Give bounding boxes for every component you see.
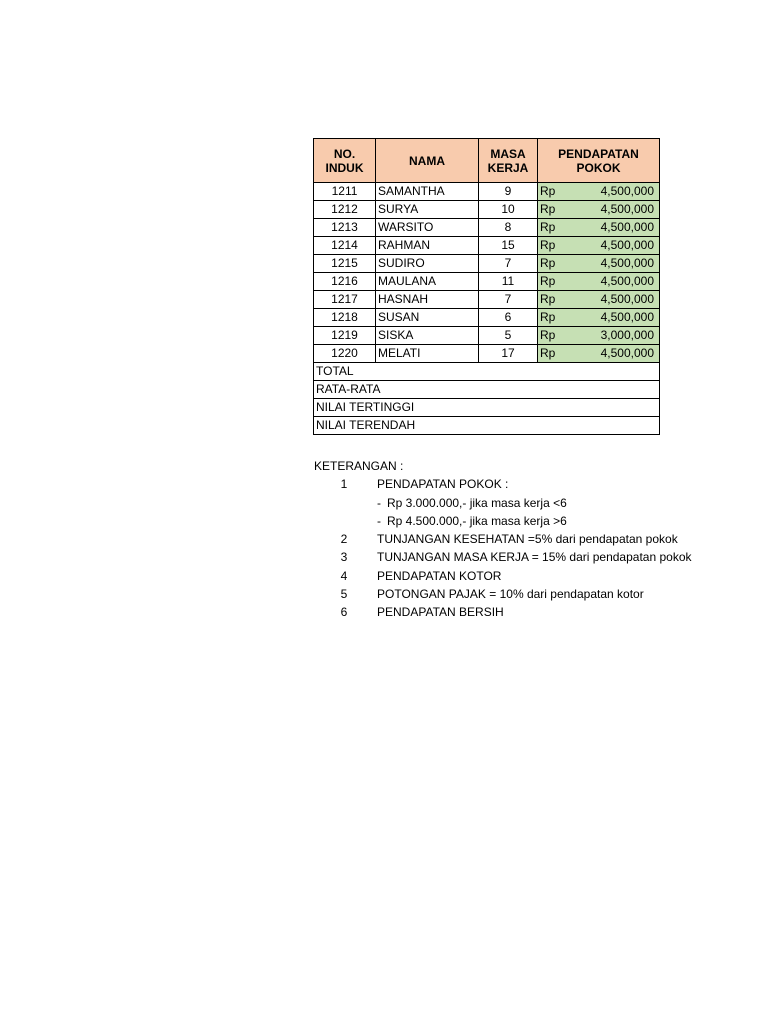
nama-cell[interactable]: SUSAN xyxy=(376,309,479,327)
summary-body xyxy=(314,363,660,435)
keterangan-item-text[interactable]: TUNJANGAN KESEHATAN =5% dari pendapatan pokok xyxy=(377,532,678,547)
nama-cell[interactable]: RAHMAN xyxy=(376,237,479,255)
keterangan-item-text[interactable]: POTONGAN PAJAK = 10% dari pendapatan kotor xyxy=(377,587,644,602)
header-row xyxy=(314,139,660,183)
pendapatan-pokok-cell[interactable] xyxy=(538,237,660,255)
masa-kerja-cell[interactable]: 11 xyxy=(479,273,538,291)
pendapatan-pokok-cell[interactable] xyxy=(538,291,660,309)
keterangan-subitem-text: Rp 4.500.000,- jika masa kerja >6 xyxy=(387,513,567,528)
salary-table xyxy=(313,138,660,435)
table-row xyxy=(314,327,660,345)
keterangan-item-text[interactable]: PENDAPATAN KOTOR xyxy=(377,568,502,583)
nama-cell[interactable]: SURYA xyxy=(376,201,479,219)
keterangan-item-number[interactable]: 4 xyxy=(340,568,348,583)
amount-value: 4,500,000 xyxy=(600,220,654,234)
amount-value: 4,500,000 xyxy=(600,256,654,270)
table-row xyxy=(314,291,660,309)
keterangan-subitem-text: Rp 3.000.000,- jika masa kerja <6 xyxy=(387,495,567,510)
no-induk-cell[interactable]: 1213 xyxy=(314,219,376,237)
keterangan-item xyxy=(314,603,768,621)
no-induk-cell[interactable]: 1218 xyxy=(314,309,376,327)
table-row xyxy=(314,255,660,273)
keterangan-item xyxy=(314,585,768,603)
nama-cell[interactable]: MAULANA xyxy=(376,273,479,291)
keterangan-item-text[interactable]: PENDAPATAN BERSIH xyxy=(377,605,504,620)
no-induk-cell[interactable]: 1219 xyxy=(314,327,376,345)
keterangan-subitem xyxy=(314,494,768,512)
amount-value: 4,500,000 xyxy=(600,346,654,360)
summary-row-terendah xyxy=(314,417,660,435)
keterangan-item-text[interactable]: TUNJANGAN MASA KERJA = 15% dari pendapatan pokok xyxy=(377,550,692,565)
header-nama[interactable]: NAMA xyxy=(376,139,479,183)
amount-value: 4,500,000 xyxy=(600,238,654,252)
currency-label: Rp xyxy=(540,202,556,216)
masa-kerja-cell[interactable]: 7 xyxy=(479,291,538,309)
pendapatan-pokok-cell[interactable] xyxy=(538,201,660,219)
bullet-dash-icon: - xyxy=(377,495,381,510)
currency-label: Rp xyxy=(540,310,556,324)
header-pendapatan-pokok[interactable]: PENDAPATAN POKOK xyxy=(538,139,660,183)
keterangan-section xyxy=(314,457,768,622)
table-row xyxy=(314,201,660,219)
table-row xyxy=(314,183,660,201)
keterangan-item-number[interactable]: 3 xyxy=(340,550,348,565)
pendapatan-pokok-cell[interactable] xyxy=(538,309,660,327)
nama-cell[interactable]: SISKA xyxy=(376,327,479,345)
summary-row-tertinggi xyxy=(314,399,660,417)
currency-label: Rp xyxy=(540,256,556,270)
masa-kerja-cell[interactable]: 10 xyxy=(479,201,538,219)
keterangan-item-text[interactable]: PENDAPATAN POKOK : xyxy=(377,477,509,492)
masa-kerja-cell[interactable]: 17 xyxy=(479,345,538,363)
masa-kerja-cell[interactable]: 9 xyxy=(479,183,538,201)
keterangan-list xyxy=(314,475,768,621)
keterangan-item-number[interactable]: 2 xyxy=(340,532,348,547)
nama-cell[interactable]: HASNAH xyxy=(376,291,479,309)
header-no-induk[interactable]: NO. INDUK xyxy=(314,139,376,183)
currency-label: Rp xyxy=(540,184,556,198)
nilai-terendah-label[interactable]: NILAI TERENDAH xyxy=(314,417,660,435)
amount-value: 4,500,000 xyxy=(600,292,654,306)
keterangan-title[interactable]: KETERANGAN : xyxy=(314,459,404,473)
pendapatan-pokok-cell[interactable] xyxy=(538,219,660,237)
header-masa-kerja[interactable]: MASA KERJA xyxy=(479,139,538,183)
currency-label: Rp xyxy=(540,346,556,360)
summary-row-total xyxy=(314,363,660,381)
currency-label: Rp xyxy=(540,328,556,342)
masa-kerja-cell[interactable]: 15 xyxy=(479,237,538,255)
nilai-tertinggi-label[interactable]: NILAI TERTINGGI xyxy=(314,399,660,417)
no-induk-cell[interactable]: 1215 xyxy=(314,255,376,273)
amount-value: 4,500,000 xyxy=(600,184,654,198)
masa-kerja-cell[interactable]: 5 xyxy=(479,327,538,345)
table-row xyxy=(314,273,660,291)
keterangan-subitem-wrapper[interactable] xyxy=(377,494,567,512)
nama-cell[interactable]: SAMANTHA xyxy=(376,183,479,201)
nama-cell[interactable]: WARSITO xyxy=(376,219,479,237)
amount-value: 4,500,000 xyxy=(600,202,654,216)
keterangan-item xyxy=(314,567,768,585)
no-induk-cell[interactable]: 1212 xyxy=(314,201,376,219)
bullet-dash-icon: - xyxy=(377,513,381,528)
currency-label: Rp xyxy=(540,274,556,288)
pendapatan-pokok-cell[interactable] xyxy=(538,183,660,201)
no-induk-cell[interactable]: 1220 xyxy=(314,345,376,363)
keterangan-title-row xyxy=(314,457,768,475)
amount-value: 4,500,000 xyxy=(600,274,654,288)
summary-row-rata-rata xyxy=(314,381,660,399)
nama-cell[interactable]: MELATI xyxy=(376,345,479,363)
currency-label: Rp xyxy=(540,238,556,252)
keterangan-item-number[interactable]: 6 xyxy=(340,605,348,620)
no-induk-cell[interactable]: 1217 xyxy=(314,291,376,309)
keterangan-item xyxy=(314,548,768,566)
keterangan-item-number[interactable]: 5 xyxy=(340,587,348,602)
amount-value: 3,000,000 xyxy=(600,328,654,342)
masa-kerja-cell[interactable]: 8 xyxy=(479,219,538,237)
no-induk-cell[interactable]: 1211 xyxy=(314,183,376,201)
pendapatan-pokok-cell[interactable] xyxy=(538,255,660,273)
table-row xyxy=(314,309,660,327)
table-row xyxy=(314,219,660,237)
keterangan-item-number[interactable]: 1 xyxy=(340,477,348,492)
currency-label: Rp xyxy=(540,220,556,234)
masa-kerja-cell[interactable]: 6 xyxy=(479,309,538,327)
table-row xyxy=(314,237,660,255)
no-induk-cell[interactable]: 1214 xyxy=(314,237,376,255)
total-label[interactable]: TOTAL xyxy=(314,363,660,381)
pendapatan-pokok-cell[interactable] xyxy=(538,273,660,291)
pendapatan-pokok-cell[interactable] xyxy=(538,327,660,345)
pendapatan-pokok-cell[interactable] xyxy=(538,345,660,363)
amount-value: 4,500,000 xyxy=(600,310,654,324)
keterangan-subitem-wrapper[interactable] xyxy=(377,512,567,530)
nama-cell[interactable]: SUDIRO xyxy=(376,255,479,273)
no-induk-cell[interactable]: 1216 xyxy=(314,273,376,291)
keterangan-item xyxy=(314,475,768,493)
rata-rata-label[interactable]: RATA-RATA xyxy=(314,381,660,399)
table-row xyxy=(314,345,660,363)
masa-kerja-cell[interactable]: 7 xyxy=(479,255,538,273)
keterangan-item xyxy=(314,530,768,548)
table-body xyxy=(314,183,660,363)
keterangan-subitem xyxy=(314,512,768,530)
currency-label: Rp xyxy=(540,292,556,306)
